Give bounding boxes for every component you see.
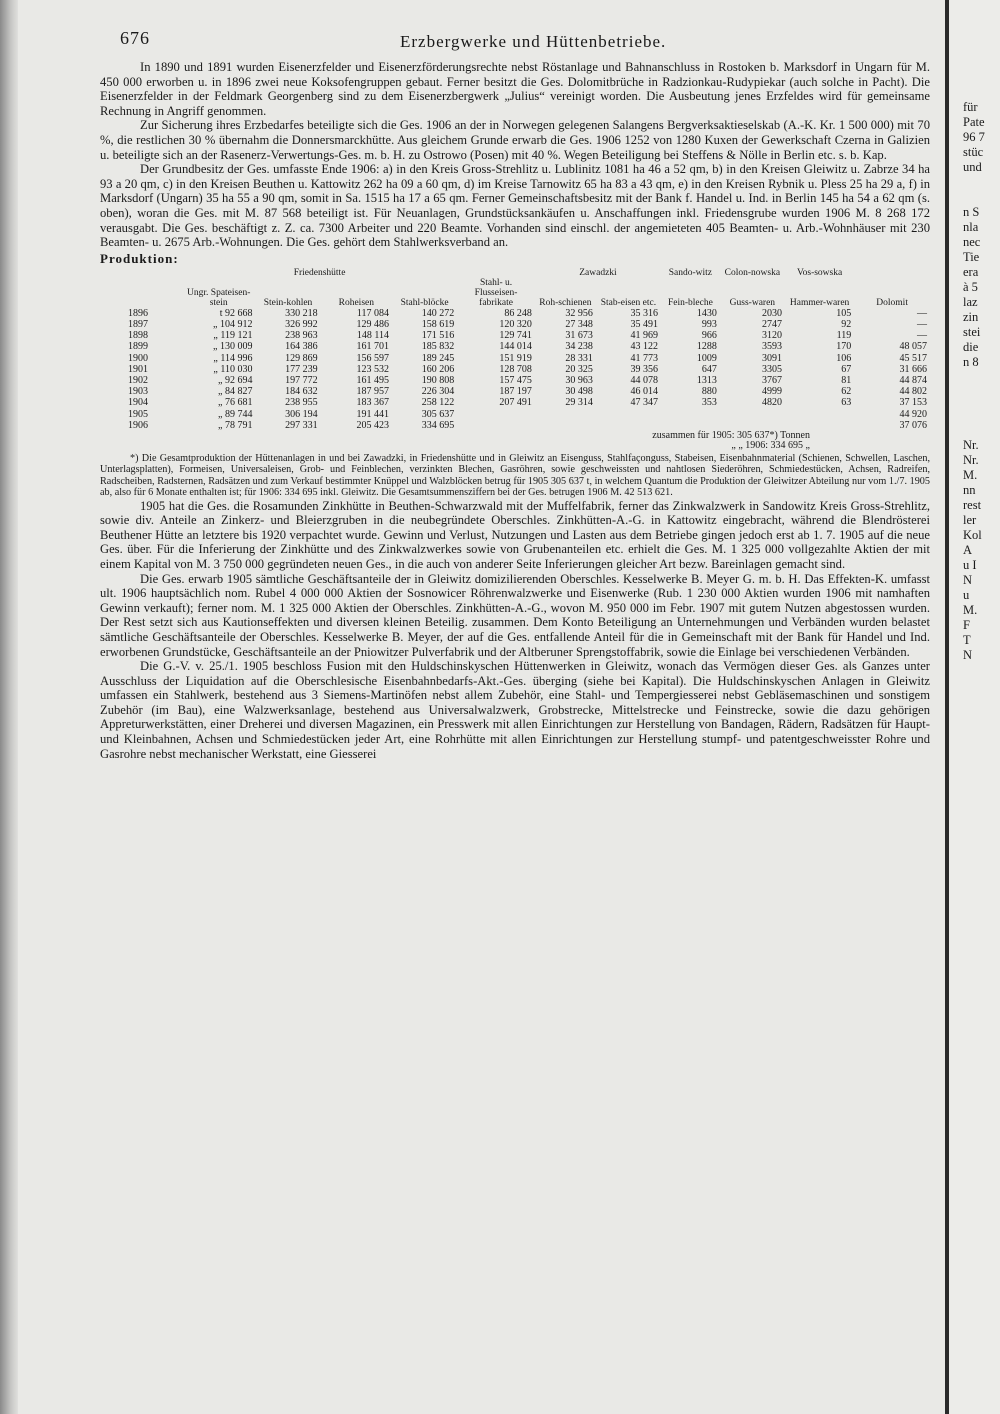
table-cell-fab: 129 741 [499,330,532,342]
table-row [100,375,930,386]
table-cell-roh: 161 495 [356,374,390,386]
table-cell-sch: 20 325 [565,363,593,375]
adjacent-page-fragment: era [963,265,979,279]
adjacent-page-fragment: 96 7 [963,130,985,144]
table-cell-kohle: 238 955 [285,397,318,409]
table-cell-roh: 183 367 [356,397,390,409]
footnote [100,453,930,499]
column-header-rohschienen: Roh-schienen [539,297,592,308]
production-sum-1905: zusammen für 1905: 305 637*) Tonnen [652,429,810,441]
adjacent-page-fragment: nn [963,483,976,497]
adjacent-page-fragment: N [963,573,973,587]
table-cell-dol: 37 153 [899,397,927,409]
table-cell-bl: 171 516 [421,330,455,342]
table-row [100,308,930,319]
table-cell-ham: 62 [841,386,852,398]
footnote-text: *) Die Gesamtproduktion der Hüttenanlagen in und bei Zawadzki, in Friedenshütte und in Gleiwitz an Eisenguss, Stahlfaçonguss, Stabeisen, Eisenbahnmaterial (Schienen, Schwellen, Laschen, Unterlagsplatten), Formeisen, Universaleisen, Grob- und Feinblechen, verzinkten Blechen, Gasröhren, sowie geschweissten und nahtlosen Siederöhren, Schmiedestücken, Achsen, Radreifen, Radscheiben, Radsternen, Radsätzen und zum Verkauf bestimmter Knüppel und Walzblöcken betrug für 1905 305 637 t, in welchem Quantum die Produktion der Gleiwitzer Abteilung nur vom 1./7. 1905 ab, also für 6 Monate enthalten ist; für 1906: 334 695 inkl. Gleiwitz. Die Gesamtsummensziffern bei der Ges. betrugen 1906 M. 42 513 621. [100,452,930,499]
column-header-spateisenstein: Ungr. Spateisen-stein [187,287,251,308]
table-cell-dol: — [917,318,927,330]
adjacent-page-fragment: zin [963,310,979,324]
table-cell-year: 1904 [128,397,148,409]
table-row [100,319,930,330]
table-cell-dol: — [917,330,927,342]
table-cell-bl: 140 272 [421,307,455,319]
table-cell-dol: 45 517 [899,352,927,364]
table-row [100,386,930,397]
table-cell-stab: 44 078 [630,374,658,386]
table-row [100,397,930,408]
table-cell-dol: 44 920 [899,408,927,420]
table-cell-dol: — [917,307,927,319]
table-cell-guss: 3120 [761,330,782,342]
table-cell-erz: „ 76 681 [218,397,253,409]
column-header-stabeisen: Stab-eisen etc. [600,297,657,308]
table-cell-fab: 144 014 [499,341,532,353]
adjacent-page-fragment: n S [963,205,980,219]
table-cell-erz: „ 130 009 [213,341,253,353]
book-binding-shadow [0,0,18,1414]
table-cell-sch: 34 238 [565,341,593,353]
table-cell-fein: 993 [701,318,717,330]
table-cell-erz: „ 119 121 [213,330,253,342]
table-row [100,353,930,364]
table-cell-ham: 92 [841,318,852,330]
group-header-zawadzki: Zawadzki [579,267,617,278]
column-header-hammerwaren: Hammer-waren [789,297,850,308]
table-cell-fein: 1009 [696,352,717,364]
table-cell-bl: 305 637 [421,408,455,420]
table-cell-erz: „ 89 744 [218,408,253,420]
table-cell-erz: t 92 668 [219,307,253,319]
column-header-stahlbloecke: Stahl-blöcke [400,297,449,308]
table-cell-guss: 4820 [761,397,782,409]
adjacent-page-fragment: u I [963,558,977,572]
table-cell-dol: 37 076 [899,419,927,431]
table-cell-ham: 170 [836,341,852,353]
table-row [100,364,930,375]
table-cell-bl: 189 245 [421,352,455,364]
column-header-steinkohlen: Stein-kohlen [263,297,313,308]
adjacent-page-fragment: u [963,588,970,602]
table-cell-fab [457,409,535,420]
table-cell-fab: 151 919 [499,352,532,364]
table-cell-stab: 47 347 [630,397,658,409]
table-cell-year: 1897 [128,318,148,330]
table-cell-fein: 1313 [696,374,717,386]
adjacent-page-fragment: nla [963,220,979,234]
table-row [100,330,930,341]
adjacent-page-fragment: M. [963,603,978,617]
table-cell-fab: 128 708 [499,363,532,375]
table-cell-dol: 48 057 [899,341,927,353]
table-cell-ham [785,409,854,420]
table-cell-bl: 190 808 [421,374,455,386]
adjacent-page-fragment: Kol [963,528,982,542]
table-cell-ham: 105 [836,307,852,319]
table-cell-guss: 4999 [761,386,782,398]
table-cell-erz: „ 104 912 [213,318,253,330]
group-header-friedenshuette: Friedenshütte [293,267,346,278]
table-cell-erz: „ 92 694 [218,374,253,386]
column-header-gusswaren: Guss-waren [729,297,776,308]
paragraph-erzbedarf: Zur Sicherung ihres Erzbedarfes beteiligte sich die Ges. 1906 an der in Norwegen gelegenen Salangens Bergverksaktieselskab (A.-K. Kr. 1 500 000) mit 70 %, die restlichen 30 % übernahm die Donnersmarckhütte. Aus gleichem Grunde erwarb die Ges. 1906 1252 von 1280 Kuxen der Gewerkschaft Czerna in Galizien u. beteiligte sich an der Rasenerz-Verwertungs-Ges. m. b. H. zu Ostrowo (Posen) mit 40 %. Wegen Beteiligung bei Steffens & Nölle in Berlin etc. s. b. Kap. [100,118,930,162]
table-cell-sch: 31 673 [565,330,593,342]
table-cell-year: 1902 [128,374,148,386]
table-cell-guss: 3593 [761,341,782,353]
table-row [100,409,930,420]
table-cell-ham: 119 [836,330,852,342]
adjacent-page-fragment: stei [963,325,981,339]
table-cell-stab: 41 969 [630,330,658,342]
table-cell-bl: 258 122 [421,397,455,409]
table-cell-fab: 187 197 [499,386,532,398]
table-cell-fein [661,409,720,420]
table-cell-guss: 2030 [761,307,782,319]
paragraph-zinkhuette: 1905 hat die Ges. die Rosamunden Zinkhütte in Beuthen-Schwarzwald mit der Muffelfabrik, ferner das Zinkwalzwerk in Sandowitz Kreis Gross-Strehlitz, sowie div. Anteile an Zinkerz- und Bleierzgruben in die neubegründete Oberschles. Zinkhütten-A.-G. in Kattowitz eingebracht, während die Blendrösterei Beuthener Hütte an letztere bis 1920 verpachtet wurde. Gewinn und Verlust, Nutzungen und Lasten aus dem Betriebe gingen jedoch erst ab 1. 7. 1905 auf die neue Ges. über. Für die Inferierung der Zinkhütte und des Zinkwalzwerkes sowie von Grubenanteilen etc. erhielt die Ges. M. 1 325 000 vollgezahlte Aktien der mit einem Kapital von M. 3 750 000 gegründeten neuen Ges., in die auch von anderer Seite Inferierungen gleicher Art bezw. Bareinlagen gemacht sind. [100,498,930,571]
table-cell-fab: 86 248 [504,307,532,319]
table-cell-ham: 63 [841,397,852,409]
table-cell-sch [535,409,596,420]
table-cell-stab: 35 316 [630,307,658,319]
table-cell-fab: 120 320 [499,318,532,330]
table-cell-stab: 39 356 [630,363,658,375]
adjacent-page-fragment: die [963,340,979,354]
table-cell-year: 1905 [128,408,148,420]
table-cell-kohle: 184 632 [285,386,318,398]
table-cell-kohle: 297 331 [285,419,318,431]
table-cell-fein: 647 [701,363,717,375]
table-cell-stab: 41 773 [630,352,658,364]
table-cell-fein: 1430 [696,307,717,319]
adjacent-page-fragment: nec [963,235,981,249]
adjacent-page-fragment: N [963,648,973,662]
table-cell-stab: 46 014 [630,386,658,398]
body-text-bottom [100,499,930,762]
production-label: Produktion: [100,250,179,266]
table-cell-roh: 117 084 [356,307,390,319]
table-cell-roh: 148 114 [356,330,390,342]
table-cell-bl: 185 832 [421,341,455,353]
adjacent-page-fragment: à 5 [963,280,978,294]
column-header-dolomit: Dolomit [876,297,908,308]
table-cell-erz: „ 84 827 [218,386,253,398]
adjacent-page-fragment: Tie [963,250,980,264]
group-header-colonnowska: Colon-nowska [724,267,781,278]
adjacent-page-fragment: A [963,543,973,557]
table-cell-kohle: 326 992 [285,318,318,330]
table-cell-erz: „ 114 996 [213,352,253,364]
adjacent-page-fragment: laz [963,295,978,309]
table-cell-erz: „ 78 791 [218,419,253,431]
table-cell-stab: 35 491 [630,318,658,330]
production-table [100,268,930,431]
table-cell-fein: 880 [701,386,717,398]
table-cell-kohle: 129 869 [285,352,318,364]
table-cell-year: 1900 [128,352,148,364]
table-cell-fab: 207 491 [499,397,532,409]
paragraph-erzfelder: In 1890 und 1891 wurden Eisenerzfelder und Eisenerzförderungsrechte nebst Röstanlage und Bahnanschluss in Rostoken b. Marksdorf in Ungarn für M. 450 000 erworben u. in 1896 zwei neue Koksofengruppen gebaut. Ferner besitzt die Ges. Dolomitbrüche in Radzionkau-Rudypiekar (auch solche in Pacht). Die Eisenerzfelder in der Feldmark Georgenberg sind zu dem Eisenerzbergwerk „Julius“ vereinigt worden. Die Ausbeutung jenes Erzfeldes wird für gemeinsame Rechnung in Angriff genommen. [100,60,930,118]
table-cell-guss: 3767 [761,374,782,386]
group-header-sandowitz: Sando-witz [668,267,713,278]
adjacent-page-edge [945,0,1000,1414]
table-cell-bl: 160 206 [421,363,455,375]
table-cell-dol: 44 874 [899,374,927,386]
table-cell-dol: 31 666 [899,363,927,375]
table-cell-year: 1896 [128,307,148,319]
table-cell-roh: 129 486 [356,318,390,330]
table-cell-kohle: 197 772 [285,374,318,386]
table-cell-kohle: 238 963 [285,330,318,342]
running-header [100,10,930,60]
table-cell-sch: 28 331 [565,352,593,364]
adjacent-page-fragment: Pate [963,115,985,129]
adjacent-page-fragment: n 8 [963,355,979,369]
table-cell-guss: 2747 [761,318,782,330]
table-cell-year: 1903 [128,386,148,398]
production-heading [100,251,930,267]
table-row [100,341,930,352]
table-cell-year: 1898 [128,330,148,342]
table-cell-guss: 3091 [761,352,782,364]
table-cell-year: 1906 [128,419,148,431]
table-cell-fein: 1288 [696,341,717,353]
table-cell-kohle: 177 239 [285,363,318,375]
adjacent-page-fragment: ler [963,513,977,527]
column-header-fabrikate: Stahl- u. Flusseisen-fabrikate [474,277,518,308]
paragraph-kesselwerke: Die Ges. erwarb 1905 sämtliche Geschäftsanteile der in Gleiwitz domizilierenden Oberschles. Kesselwerke B. Meyer G. m. b. H. Das Effekten-K. umfasst ult. 1906 hauptsächlich nom. Rubel 4 000 000 Aktien der Sosnowicer Röhrenwalzwerke und Eisenwerke (Rub. 1 230 000 Aktien wurden 1906 mit namhaften Gewinn verkauft); ferner nom. M. 1 325 000 Aktien der Oberschles. Zinkhütten-A.-G., wovon M. 950 000 im Febr. 1907 mit gutem Nutzen abgestossen wurden. Der Rest setzt sich aus Kautionseffekten und diversen kleinen Beteilig. zusammen. Dem Konto Beteiligung an Unternehmungen und Verbänden wurden belastet sämtliche Geschäftsanteile der Oberschles. Kesselwerke B. Meyer, der auf die Ges. entfallende Anteil für die in Gemeinschaft mit der Bank für Handel und Ind. erworbenen Grundstücke, Geschäftsanteile an der Pniowitzer Pulverfabrik und der Altberuner Sprengstoffabrik, sowie die Einlage bei verschiedenen Verbänden. [100,571,930,659]
adjacent-page-fragment: Nr. [963,453,979,467]
page-number: 676 [120,28,150,48]
table-cell-stab: 43 122 [630,341,658,353]
table-cell-ham: 81 [841,374,852,386]
production-table-body [100,308,930,431]
adjacent-page-fragment: Nr. [963,438,979,452]
table-cell-roh: 156 597 [356,352,390,364]
group-header-vossowska: Vos-sowska [796,267,843,278]
column-header-roheisen: Roheisen [338,297,374,308]
body-text-top [100,60,930,250]
table-cell-ham: 106 [836,352,852,364]
table-cell-sch: 32 956 [565,307,593,319]
adjacent-page-fragment: F [963,618,970,632]
table-cell-bl: 334 695 [421,419,455,431]
table-cell-sch: 30 498 [565,386,593,398]
production-sum-1906: „ „ 1906: 334 695 „ [731,439,810,451]
table-cell-bl: 158 619 [421,318,455,330]
table-cell-roh: 161 701 [356,341,390,353]
paragraph-fusion: Die G.-V. v. 25./1. 1905 beschloss Fusion mit den Huldschinskyschen Hüttenwerken in Gleiwitz, wonach das Vermögen dieser Ges. als Ganzes unter Ausschluss der Liquidation auf die Oberschlesische Eisenbahnbedarfs-Akt.-Ges. überging (siehe bei Kapital). Die Huldschinskyschen Anlagen in Gleiwitz umfassen ein Stahlwerk, bestehend aus 3 Siemens-Martinöfen nebst allem Zubehör, eine Stahl- und Tempergiesserei nebst Gebläsemaschinen und sonstigem Zubehör (im Bau), eine Walzwerksanlage, bestehend aus Universalwalzwerk, Grobstrecke, Mittelstrecke und Feinstrecke, sowie die dazu gehörigen Appreturwerkstätten, einer Dreherei und diversen Magazinen, ein Presswerk mit allen Einrichtungen zur Herstellung von Bandagen, Rädern, Radsätzen für Haupt- und Kleinbahnen, Achsen und Schmiedestücken jeder Art, eine Rohrhütte mit allen Einrichtungen zur Herstellung stumpf- und patentgeschweisster Rohre und Gasrohre nebst mechanischer Werkstatt, eine Giesserei [100,659,930,761]
table-cell-fein: 353 [701,397,717,409]
table-cell-kohle: 330 218 [285,307,318,319]
paragraph-grundbesitz: Der Grundbesitz der Ges. umfasste Ende 1906: a) in den Kreis Gross-Strehlitz u. Lublinitz 1081 ha 46 a 52 qm, b) in den Kreisen Gleiwitz u. Zabrze 34 ha 93 a 20 qm, c) in den Kreisen Beuthen u. Kattowitz 262 ha 09 a 60 qm, d) im Kreise Tarnowitz 65 ha 83 a 43 qm, e) in den Kreisen Rybnik u. Pless 25 ha 29 a, f) in Marksdorf (Ungarn) 35 ha 55 a 90 qm, somit in Sa. 1515 ha 17 a 65 qm. Ferner Gemeinschaftsbesitz mit der Bank f. Handel u. Ind. in Berlin 145 ha 54 a 62 qm (s. oben), woran die Ges. mit M. 87 568 beteiligt ist. Für Neuanlagen, Grundstücksankäufen u. Anschaffungen inkl. Friedensgrube wurden 1906 M. 8 268 172 verausgabt. Die Ges. beschäftigt z. Z. ca. 7300 Arbeiter und 220 Beamte. Vorhanden sind einschl. der angemieteten 405 Beamten- u. Arb.-Wohnhäuser mit 230 Beamten- u. 2675 Arb.-Wohnungen. Die Ges. gehört dem Stahlwerksverband an. [100,162,930,250]
table-cell-erz: „ 110 030 [213,363,253,375]
table-cell-bl: 226 304 [421,386,455,398]
running-title: Erzbergwerke und Hüttenbetriebe. [400,32,667,51]
table-cell-year: 1901 [128,363,148,375]
table-cell-guss: 3305 [761,363,782,375]
table-cell-sch: 27 348 [565,318,593,330]
adjacent-page-fragment: stüc [963,145,984,159]
adjacent-page-fragment: rest [963,498,982,512]
table-cell-kohle: 164 386 [285,341,318,353]
table-cell-sch: 30 963 [565,374,593,386]
table-cell-fab: 157 475 [499,374,532,386]
adjacent-page-fragment: und [963,160,982,174]
table-cell-guss [720,409,785,420]
table-cell-fein: 966 [701,330,717,342]
table-cell-kohle: 306 194 [285,408,318,420]
table-cell-sch: 29 314 [565,397,593,409]
adjacent-page-fragment: T [963,633,971,647]
table-cell-roh: 205 423 [356,419,390,431]
table-cell-year: 1899 [128,341,148,353]
column-header-feinbleche: Fein-bleche [667,297,713,308]
table-cell-stab [596,409,661,420]
adjacent-page-fragment: M. [963,468,978,482]
table-cell-dol: 44 802 [899,386,927,398]
table-cell-ham: 67 [841,363,852,375]
table-cell-roh: 123 532 [356,363,390,375]
adjacent-page-fragment: für [963,100,978,114]
book-page [100,10,930,1414]
table-cell-roh: 187 957 [356,386,390,398]
table-cell-roh: 191 441 [356,408,390,420]
